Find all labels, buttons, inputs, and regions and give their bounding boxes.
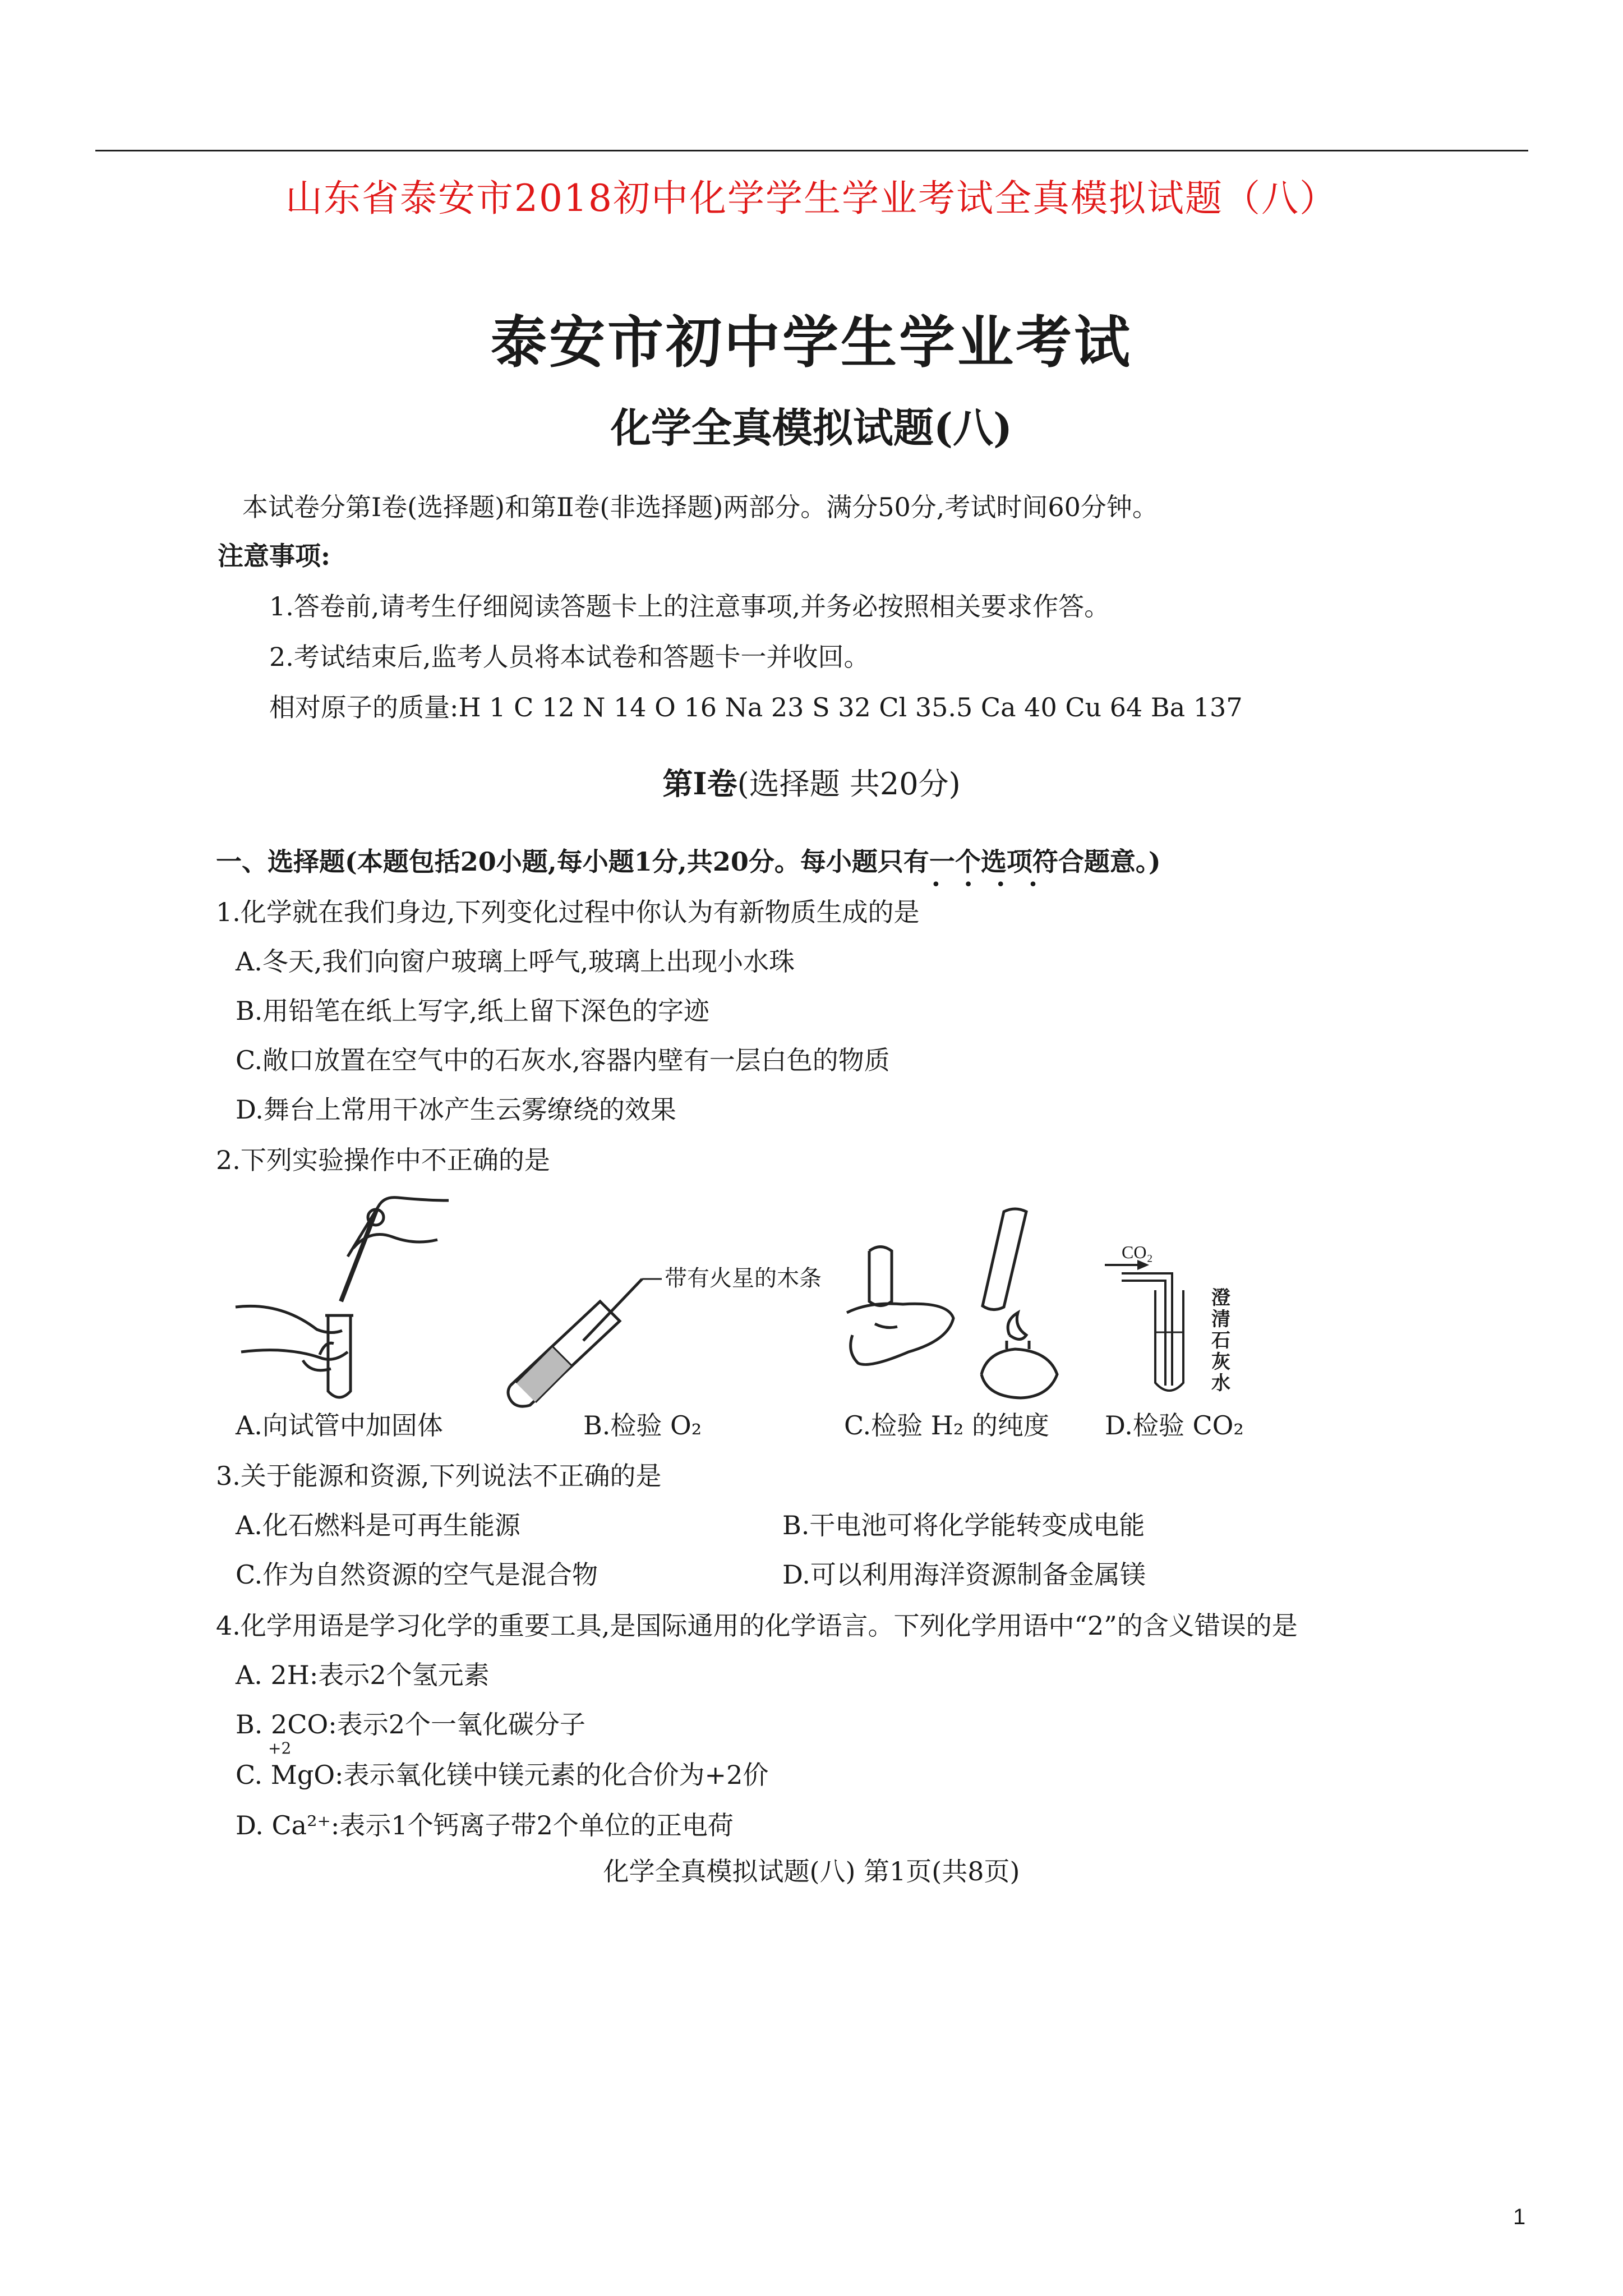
paper-title: 化学全真模拟试题(八) xyxy=(610,404,1013,452)
emphasis-dots: •••• xyxy=(931,875,1061,895)
figure-c-caption: C.检验 H₂ 的纯度 xyxy=(844,1410,1049,1441)
q4-option-a: A. 2H:表示2个氢元素 xyxy=(236,1660,490,1690)
figure-d-co2-label: CO₂ xyxy=(1122,1242,1153,1262)
limewater-char-1: 澄 xyxy=(1211,1287,1230,1309)
q3-option-d: D.可以利用海洋资源制备金属镁 xyxy=(782,1559,1146,1590)
q3-option-a: A.化石燃料是可再生能源 xyxy=(236,1510,520,1540)
figure-b-label: 带有火星的木条 xyxy=(665,1266,822,1291)
limewater-char-4: 灰 xyxy=(1211,1351,1230,1373)
document-title: 山东省泰安市2018初中化学学生学业考试全真模拟试题（八） xyxy=(285,177,1338,220)
page-footer: 化学全真模拟试题(八) 第1页(共8页) xyxy=(603,1856,1020,1887)
exam-title: 泰安市初中学生学业考试 xyxy=(491,309,1132,375)
figure-b-test-oxygen xyxy=(494,1262,822,1408)
section-title-rest: (选择题 共20分) xyxy=(737,766,961,802)
q2-stem: 2.下列实验操作中不正确的是 xyxy=(216,1145,550,1175)
section-title-bold: 第Ⅰ卷 xyxy=(662,766,737,802)
q1-stem: 1.化学就在我们身边,下列变化过程中你认为有新物质生成的是 xyxy=(216,897,920,927)
figure-c-test-hydrogen xyxy=(836,1206,1094,1408)
note-item-1: 1.答卷前,请考生仔细阅读答题卡上的注意事项,并务必按照相关要求作答。 xyxy=(269,591,1110,622)
q3-option-b: B.干电池可将化学能转变成电能 xyxy=(782,1510,1145,1540)
figure-d-test-co2 xyxy=(1099,1242,1245,1405)
q3-stem: 3.关于能源和资源,下列说法不正确的是 xyxy=(216,1461,662,1491)
intro-text: 本试卷分第Ⅰ卷(选择题)和第Ⅱ卷(非选择题)两部分。满分50分,考试时间60分钟。 xyxy=(242,492,1158,522)
figure-d-caption: D.检验 CO₂ xyxy=(1105,1410,1244,1441)
page-number: 1 xyxy=(1513,2205,1526,2229)
q4-option-d: D. Ca²⁺:表示1个钙离子带2个单位的正电荷 xyxy=(236,1810,734,1841)
section-instructions: 一、选择题(本题包括20小题,每小题1分,共20分。每小题只有一个选项符合题意。) xyxy=(216,846,1161,877)
figure-b-caption: B.检验 O₂ xyxy=(583,1410,702,1441)
limewater-char-3: 石 xyxy=(1211,1329,1230,1352)
q4-option-c: C. MgO:表示氧化镁中镁元素的化合价为+2价 xyxy=(236,1760,769,1790)
q3-option-c: C.作为自然资源的空气是混合物 xyxy=(236,1559,598,1590)
note-item-2: 2.考试结束后,监考人员将本试卷和答题卡一并收回。 xyxy=(269,642,870,672)
section-title xyxy=(0,760,1623,803)
figure-a-caption: A.向试管中加固体 xyxy=(236,1410,443,1441)
q1-option-b: B.用铅笔在纸上写字,纸上留下深色的字迹 xyxy=(236,996,710,1026)
notes-heading: 注意事项: xyxy=(218,541,330,571)
limewater-char-2: 清 xyxy=(1211,1308,1230,1331)
figure-a-adding-solid xyxy=(236,1184,471,1402)
q4-option-b: B. 2CO:表示2个一氧化碳分子 xyxy=(236,1709,585,1740)
q1-option-d: D.舞台上常用干冰产生云雾缭绕的效果 xyxy=(236,1094,676,1125)
header-rule xyxy=(95,150,1528,151)
q1-option-c: C.敞口放置在空气中的石灰水,容器内壁有一层白色的物质 xyxy=(236,1045,890,1075)
atomic-mass-line: 相对原子的质量:H 1 C 12 N 14 O 16 Na 23 S 32 Cl 35.5 Ca 40 Cu 64 Ba 137 xyxy=(269,692,1243,723)
q1-option-a: A.冬天,我们向窗户玻璃上呼气,玻璃上出现小水珠 xyxy=(236,946,795,977)
q4-stem: 4.化学用语是学习化学的重要工具,是国际通用的化学语言。下列化学用语中“2”的含义错误的是 xyxy=(216,1611,1298,1641)
q4-valence-mark: +2 xyxy=(268,1739,292,1757)
limewater-char-5: 水 xyxy=(1211,1372,1230,1395)
